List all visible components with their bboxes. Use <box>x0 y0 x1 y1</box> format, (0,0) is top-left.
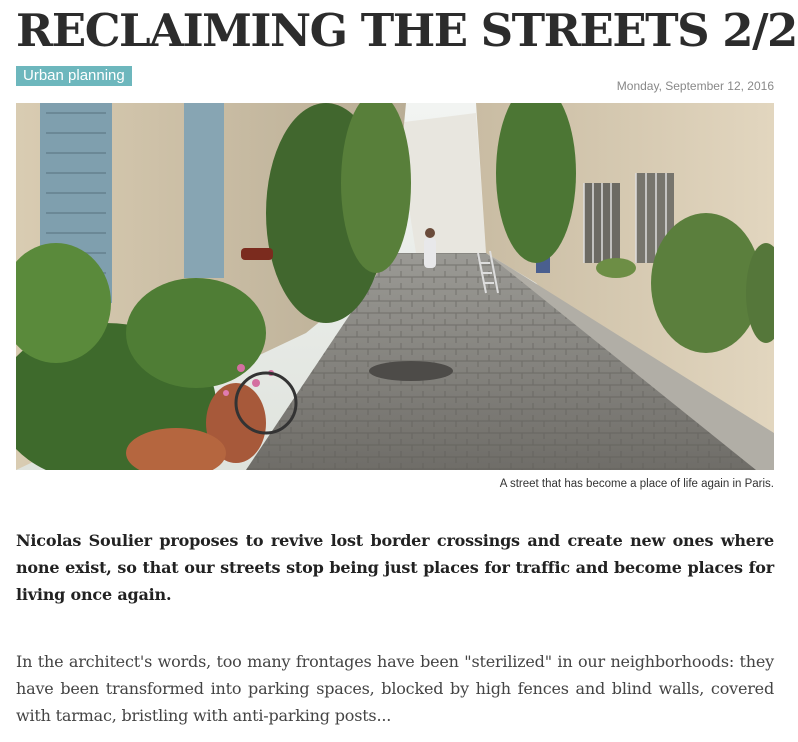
article-lead: Nicolas Soulier proposes to revive lost border crossings and create new ones where none exist, so that our streets stop being just places for traffic and become places for living once again. <box>16 531 774 604</box>
category-tag[interactable]: Urban planning <box>16 66 132 86</box>
publish-date: Monday, September 12, 2016 <box>616 79 774 93</box>
cobblestone-alley-photo <box>16 103 774 470</box>
article-body: In the architect's words, too many frontages have been "sterilized" in our neighborhoods: they have been transformed into parking spaces, blocked by high fences and blind walls, covered with tarmac, bristling with anti-parking posts... <box>16 652 774 725</box>
article-title: RECLAIMING THE STREETS 2/2 <box>16 4 797 57</box>
photo-caption: A street that has become a place of life again in Paris. <box>499 478 774 490</box>
article-photo <box>16 103 774 470</box>
